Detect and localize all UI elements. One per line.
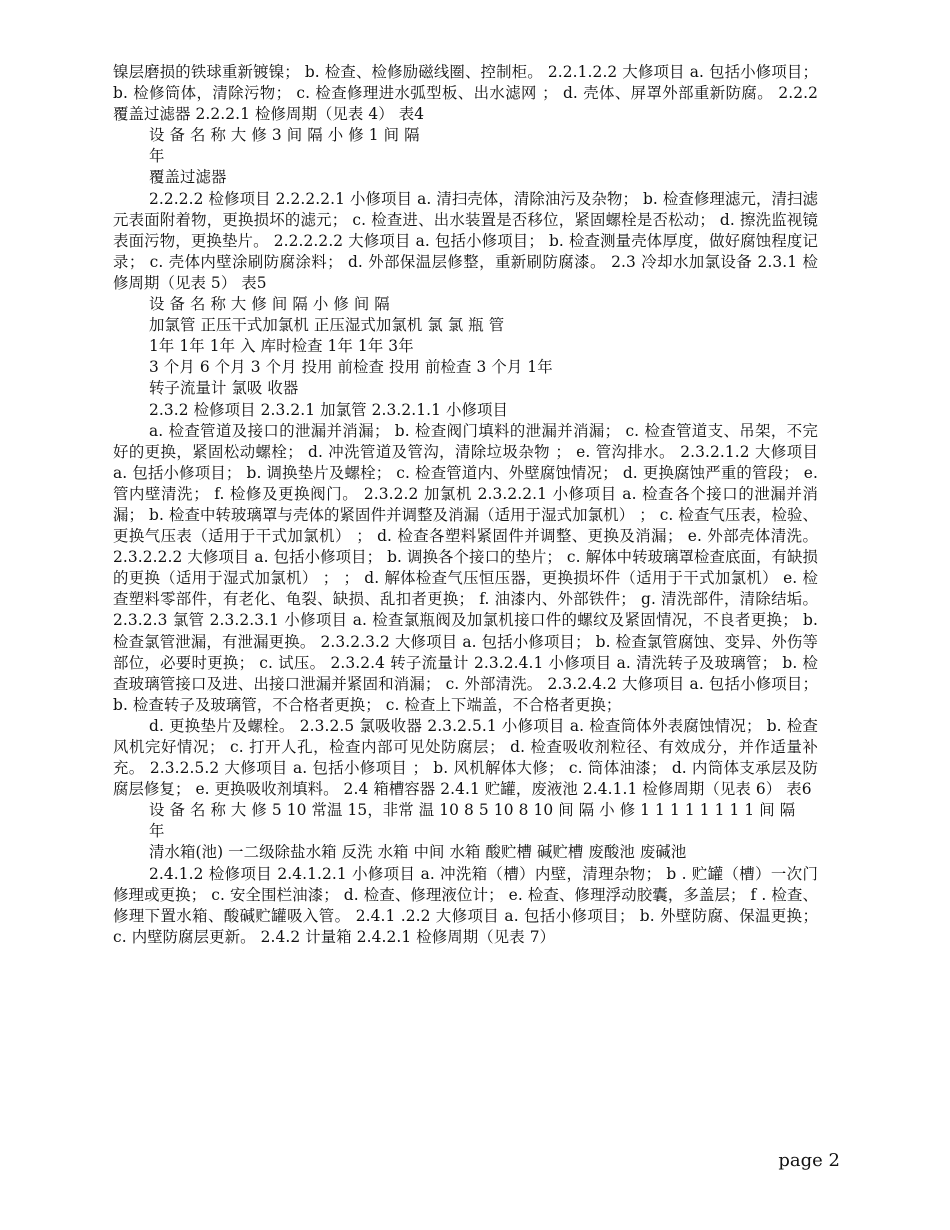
paragraph: d. 更换垫片及螺栓。 2.3.2.5 氯吸收器 2.3.2.5.1 小修项目 a. 检查筒体外表腐蚀情况； b. 检查风机完好情况； c. 打开人孔，检查内部可见处防腐层； d. 检查吸收剂粒径、有效成分，并作适量补充。 2.3.2.5.2 大修项目 a. 包括小修项目 ； b. 风机解体大修； c. 筒体油漆； d. 内筒体支承层及防腐层修复； e. 更换吸收剂填料。 2.4 箱槽容器 2.4.1 贮罐，废液池 2.4.1.1 检修周期（见表 6） 表6 xyxy=(113,716,818,799)
paragraph: 设 备 名 称 大 修 间 隔 小 修 间 隔 xyxy=(149,295,390,314)
paragraph: 1年 1年 1年 入 库时检查 1年 1年 3年 xyxy=(149,337,414,356)
paragraph: 清水箱(池) 一二级除盐水箱 反洗 水箱 中间 水箱 酸贮槽 碱贮槽 废酸池 废碱池 xyxy=(149,843,687,862)
paragraph: 2.3.2 检修项目 2.3.2.1 加氯管 2.3.2.1.1 小修项目 xyxy=(149,400,508,419)
paragraph: 年 xyxy=(149,822,165,841)
paragraph: 覆盖过滤器 xyxy=(149,168,227,187)
paragraph: 2.4.1.2 检修项目 2.4.1.2.1 小修项目 a. 冲洗箱（槽）内壁，清理杂物； b . 贮罐（槽）一次门修理或更换； c. 安全围栏油漆； d. 检查、修理液位计； e. 检查、修理浮动胶囊，多盖层； f . 检查、修理下置水箱、酸碱贮罐吸入管。 2.4.1 .2.2 大修项目 a. 包括小修项目； b. 外壁防腐、保温更换； c. 内壁防腐层更新。 2.4.2 计量箱 2.4.2.1 检修周期（见表 7） xyxy=(113,864,823,946)
paragraph: 镍层磨损的铁球重新镀镍； b. 检查、检修励磁线圈、控制柜。 2.2.1.2.2 大修项目 a. 包括小修项目； b. 检修筒体，清除污物； c. 检查修理进水弧型板、出水滤网 ； d. 壳体、屏罩外部重新防腐。 2.2.2 覆盖过滤器 2.2.2.1 检修周期（见表 4） 表4 xyxy=(113,63,823,124)
paragraph: 3 个月 6 个月 3 个月 投用 前检查 投用 前检查 3 个月 1年 xyxy=(149,358,553,377)
paragraph: 2.2.2.2 检修项目 2.2.2.2.1 小修项目 a. 清扫壳体，清除油污及杂物； b. 检查修理滤元，清扫滤元表面附着物，更换损坏的滤元； c. 检查进、出水装置是否移位，紧固螺栓是否松动； d. 擦洗监视镜表面污物，更换垫片。 2.2.2.2.2 大修项目 a. 包括小修项目； b. 检查测量壳体厚度，做好腐蚀程度记录； c. 壳体内壁涂刷防腐涂料； d. 外部保温层修整，重新刷防腐漆。 2.3 冷却水加氯设备 2.3.1 检修周期（见表 5） 表5 xyxy=(113,189,818,292)
paragraph: 加氯管 正压干式加氯机 正压湿式加氯机 氯 氯 瓶 管 xyxy=(149,316,505,335)
paragraph: 设 备 名 称 大 修 3 间 隔 小 修 1 间 隔 xyxy=(149,126,420,145)
page-number: page 2 xyxy=(778,1150,840,1171)
paragraph: 设 备 名 称 大 修 5 10 常温 15，非常 温 10 8 5 10 8 10 间 隔 小 修 1 1 1 1 1 1 1 1 间 隔 xyxy=(149,801,796,820)
paragraph: 年 xyxy=(149,147,165,166)
paragraph: a. 检查管道及接口的泄漏并消漏； b. 检查阀门填料的泄漏并消漏； c. 检查管道支、吊架，不完好的更换，紧固松动螺栓； d. 冲洗管道及管沟，清除垃圾杂物 ； e. 管沟排水。 2.3.2.1.2 大修项目 a. 包括小修项目； b. 调换垫片及螺栓； c. 检查管道内、外壁腐蚀情况； d. 更换腐蚀严重的管段； e. 管内壁清洗； f. 检修及更换阀门。 2.3.2.2 加氯机 2.3.2.2.1 小修项目 a. 检查各个接口的泄漏并消漏； b. 检查中转玻璃罩与壳体的紧固件并调整及消漏（适用于湿式加氯机） ； c. 检查气压表，检验、更换气压表（适用于干式加氯机） ； d. 检查各塑料紧固件并调整、更换及消漏； e. 外部壳体清洗。 2.3.2.2.2 大修项目 a. 包括小修项目； b. 调换各个接口的垫片； c. 解体中转玻璃罩检查底面，有缺损的更换（适用于湿式加氯机） ； ； d. 解体检查气压恒压器，更换损坏件（适用于干式加氯机） e. 检查塑料零部件，有老化、龟裂、缺损、乱扣者更换； f. 油漆内、外部铁件； g. 清洗部件，清除结垢。 2.3.2.3 氯管 2.3.2.3.1 小修项目 a. 检查氯瓶阀及加氯机接口件的螺纹及紧固情况，不良者更换； b. 检查氯管泄漏，有泄漏更换。 2.3.2.3.2 大修项目 a. 包括小修项目； b. 检查氯管腐蚀、变异、外伤等部位，必要时更换； c. 试压。 2.3.2.4 转子流量计 2.3.2.4.1 小修项目 a. 清洗转子及玻璃管； b. 检查玻璃管接口及进、出接口泄漏并紧固和消漏； c. 外部清洗。 2.3.2.4.2 大修项目 a. 包括小修项目； b. 检查转子及玻璃管，不合格者更换； c. 检查上下端盖，不合格者更换； xyxy=(113,421,823,714)
document-body xyxy=(113,62,823,948)
paragraph: 转子流量计 氯吸 收器 xyxy=(149,379,299,398)
